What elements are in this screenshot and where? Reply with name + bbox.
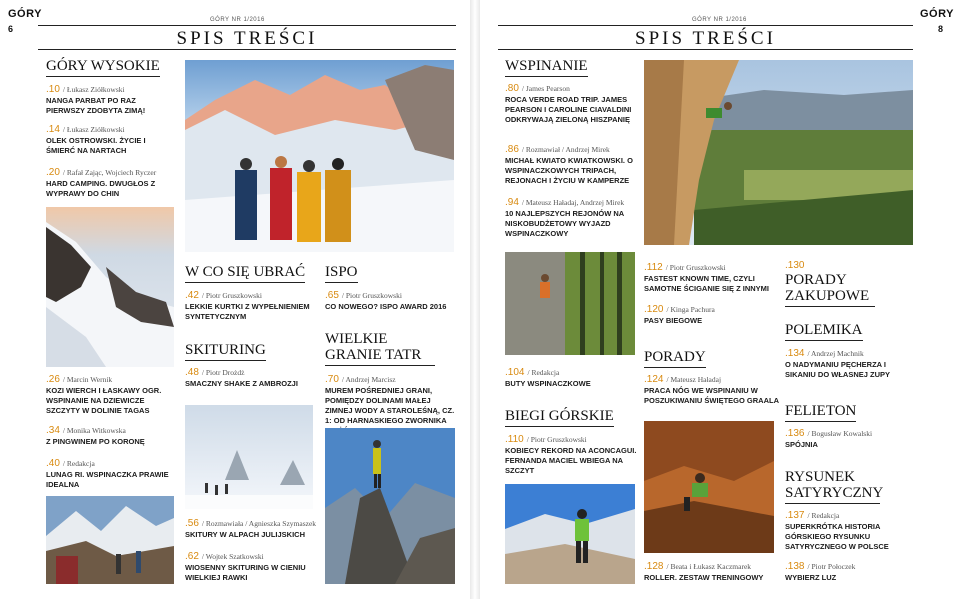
toc-entry[interactable]: .42 / Piotr Gruszkowski LEKKIE KURTKI Z WYPEŁNIENIEM SYNTETYCZNYM — [185, 290, 310, 321]
toc-entry[interactable]: .70 / Andrzej Marcisz MUREM POŚREDNIEJ GRANI, POMIĘDZY DOLINAMI MAŁEJ ZIMNEJ WODY A STAROLEŚNĄ, CZ. 1: OD HARNASKIEGO ZWORNIKA — [325, 374, 455, 425]
toc-entry[interactable]: .62 / Wojtek Szatkowski WIOSENNY SKITURING W CIENIU WIELKIEJ RAWKI — [185, 551, 306, 582]
tatra-climber-photo — [325, 428, 455, 584]
toc-entry[interactable]: .137 / Redakcja SUPERKRÓTKA HISTORIA GÓRSKIEGO RYSUNKU SATYRYCZNEGO W POLSCE — [785, 510, 889, 551]
magazine-brand: GÓRY — [920, 8, 954, 20]
section-w-co-sie-ubrac: W CO SIĘ UBRAĆ — [185, 264, 305, 283]
section-porady-zakupowe: PORADY ZAKUPOWE — [785, 272, 875, 307]
toc-entry[interactable]: .26 / Marcin Wernik KOZI WIERCH I ŁASKAWY OGR. WSPINANIE NA DZIEWICZE SZCZYTY W DOLINIE TAGAS — [46, 374, 162, 415]
page-title: SPIS TREŚCI — [635, 28, 776, 49]
toc-entry[interactable]: .104 / Redakcja BUTY WSPINACZKOWE — [505, 367, 591, 388]
top-rule — [38, 25, 456, 26]
toc-entry[interactable]: .56 / Rozmawiała / Agnieszka Szymaszek SKITURY W ALPACH JULIJSKICH — [185, 518, 317, 539]
section-rysunek-satyryczny: RYSUNEK SATYRYCZNY — [785, 469, 880, 504]
section-biegi-gorskie: BIEGI GÓRSKIE — [505, 408, 614, 427]
toc-entry[interactable]: .128 / Beata i Łukasz Kaczmarek ROLLER. ZESTAW TRENINGOWY — [644, 561, 764, 582]
issue-label: GÓRY NR 1/2016 — [210, 17, 265, 23]
toc-entry[interactable]: .134 / Andrzej Machnik O NADYMANIU PĘCHERZA I SIKANIU DO WŁASNEJ ZUPY — [785, 348, 891, 379]
left-page — [0, 0, 470, 599]
top-rule — [498, 25, 913, 26]
section-polemika: POLEMIKA — [785, 322, 863, 341]
climber-overhang-photo — [644, 60, 913, 245]
section-gory-wysokie: GÓRY WYSOKIE — [46, 58, 160, 77]
page-title: SPIS TREŚCI — [176, 28, 318, 49]
toc-entry[interactable]: .124 / Mateusz Haładaj PRACA NÓG WE WSPINANIU W POSZUKIWANIU ŚWIĘTEGO GRAALA — [644, 374, 779, 405]
toc-entry[interactable]: .34 / Monika Witkowska Z PINGWINEM PO KORONĘ — [46, 425, 145, 446]
trail-runner-photo — [505, 484, 635, 584]
toc-number: .130 — [785, 260, 805, 271]
toc-entry[interactable]: .20 / Rafał Zając, Wojciech Ryczer HARD CAMPING. DWUGŁOS Z WYPRAWY DO CHIN — [46, 167, 157, 198]
toc-entry[interactable]: .65 / Piotr Gruszkowski CO NOWEGO? ISPO AWARD 2016 — [325, 290, 447, 311]
toc-entry[interactable]: .14 / Łukasz Ziółkowski OLEK OSTROWSKI. ŻYCIE I ŚMIERĆ NA NARTACH — [46, 124, 146, 155]
page-gutter — [470, 0, 480, 599]
issue-label: GÓRY NR 1/2016 — [692, 17, 747, 23]
toc-entry[interactable]: .94 / Mateusz Haładaj, Andrzej Mirek 10 NAJLEPSZYCH REJONÓW NA NISKOBUDŻETOWY WYJAZD WSPINACZKOWY — [505, 197, 625, 238]
page-number: 8 — [938, 24, 944, 34]
section-porady: PORADY — [644, 349, 706, 368]
toc-entry[interactable]: .112 / Piotr Gruszkowski FASTEST KNOWN TIME, CZYLI SAMOTNE ŚCIGANIE SIĘ Z INNYMI — [644, 262, 770, 293]
toc-entry[interactable]: .138 / Piotr Połoczek WYBIERZ LUZ — [785, 561, 856, 582]
ski-tour-photo — [185, 405, 313, 509]
toc-entry[interactable]: .40 / Redakcja LUNAG RI. WSPINACZKA PRAWIE IDEALNA — [46, 458, 169, 489]
title-rule — [38, 49, 456, 50]
toc-entry[interactable]: .110 / Piotr Gruszkowski KOBIECY REKORD NA ACONCAGUI. FERNANDA MACIEL WBIEGA NA SZCZYT — [505, 434, 637, 475]
section-skituring: SKITURING — [185, 342, 266, 361]
section-felieton: FELIETON — [785, 403, 856, 422]
toc-entry[interactable]: .80 / James Pearson ROCA VERDE ROAD TRIP. JAMES PEARSON I CAROLINE CIAVALDINI ODKRYWAJĄ ZIELONĄ HISZPANIĘ — [505, 83, 632, 124]
magazine-brand: GÓRY — [8, 8, 42, 20]
glacier-photo — [46, 207, 174, 367]
section-wspinanie: WSPINANIE — [505, 58, 588, 77]
page-number: 6 — [8, 24, 14, 34]
bouldering-photo — [644, 421, 774, 553]
forest-climb-photo — [505, 252, 635, 355]
section-ispo: ISPO — [325, 264, 358, 283]
toc-entry[interactable]: .120 / Kinga Pachura PASY BIEGOWE — [644, 304, 715, 325]
toc-entry[interactable]: .86 / Rozmawiał / Andrzej Mirek MICHAŁ KWIATO KWIATKOWSKI. O WSPINACZKOWYCH TRIPACH, REJONACH I ŻYCIU W KAMPERZE — [505, 144, 633, 185]
title-rule — [498, 49, 913, 50]
toc-entry[interactable]: .10 / Łukasz Ziółkowski NANGA PARBAT PO RAZ PIERWSZY ZDOBYTA ZIMĄ! — [46, 84, 146, 115]
toc-entry[interactable]: .136 / Bogusław Kowalski SPÓJNIA — [785, 428, 873, 449]
toc-entry[interactable]: .48 / Piotr Drożdż SMACZNY SHAKE Z AMBROZJI — [185, 367, 298, 388]
summit-team-photo — [185, 60, 454, 252]
section-wielkie-granie-tatr: WIELKIE GRANIE TATR — [325, 331, 435, 366]
right-page — [480, 0, 954, 599]
trekking-photo — [46, 496, 174, 584]
